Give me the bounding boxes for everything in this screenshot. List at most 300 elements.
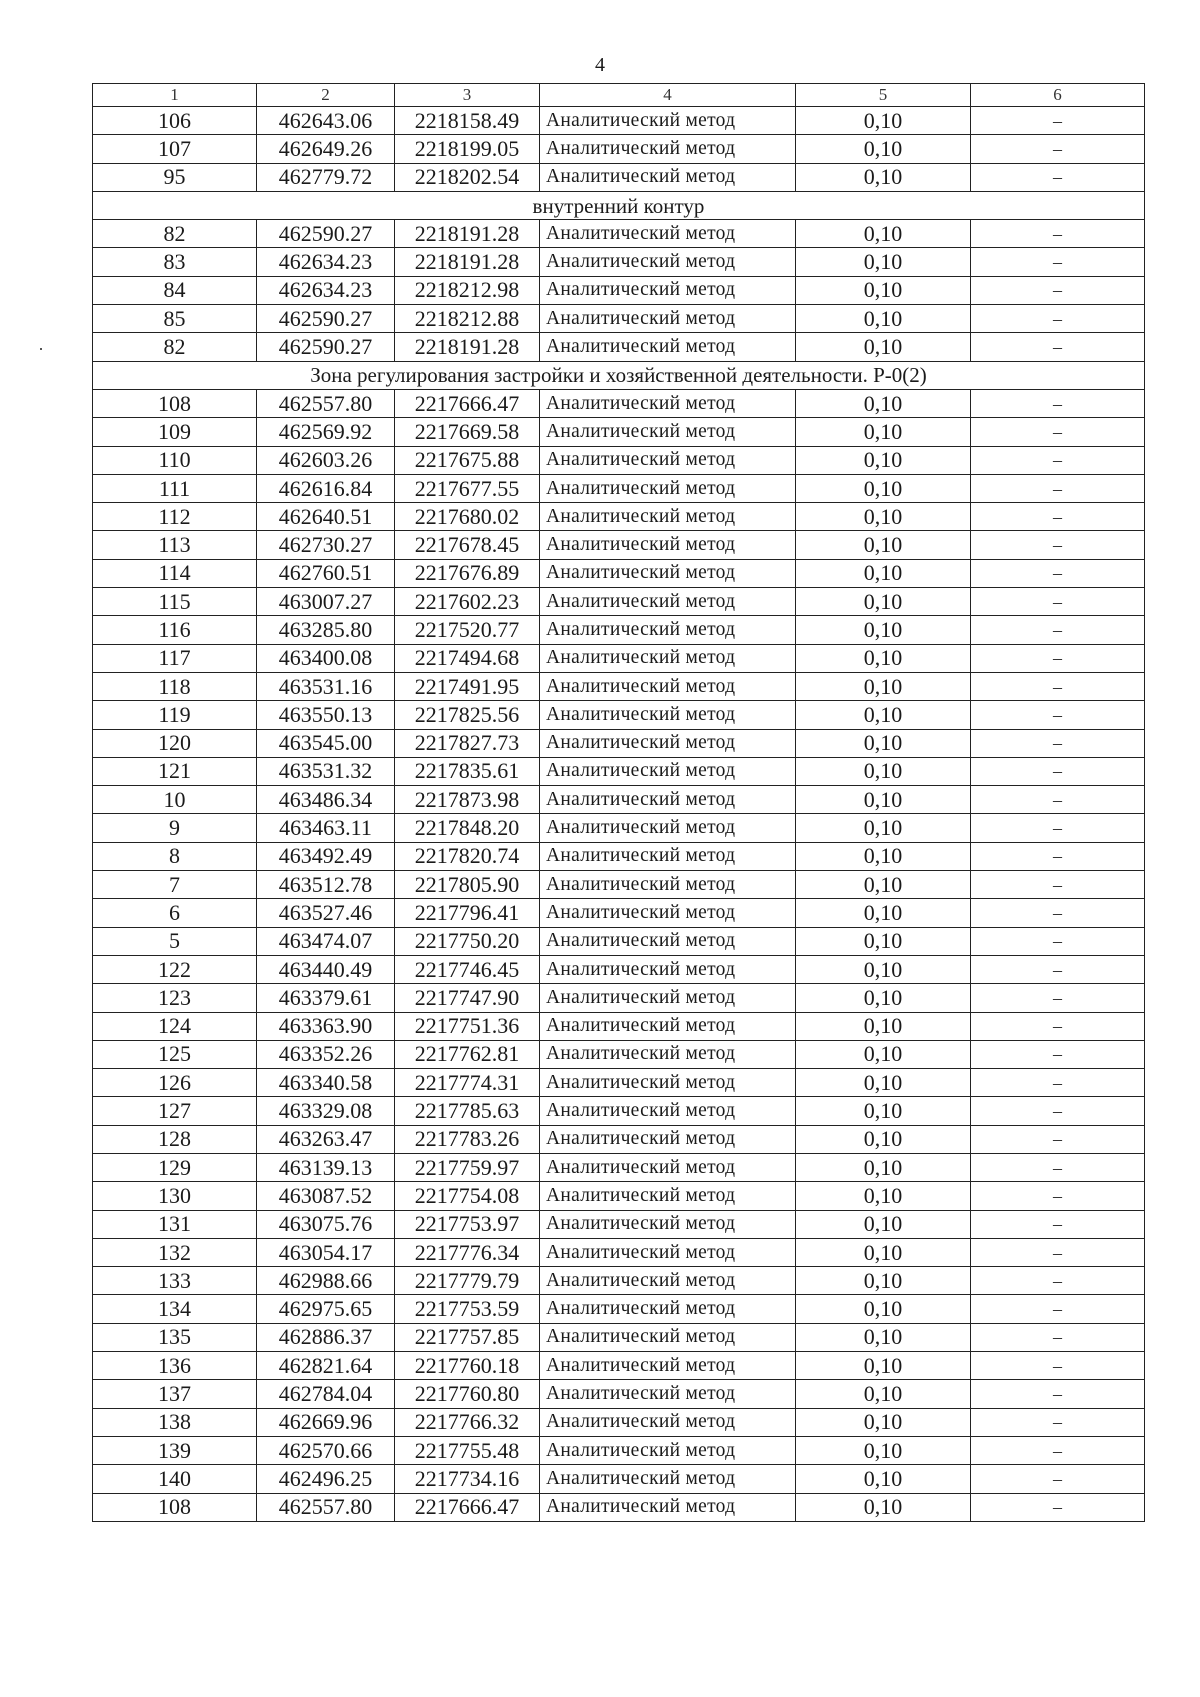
y-coordinate-cell: 2218191.28: [395, 248, 540, 276]
x-coordinate-cell: 462557.80: [257, 389, 395, 417]
accuracy-cell: 0,10: [796, 1040, 971, 1068]
x-coordinate-cell: 463263.47: [257, 1125, 395, 1153]
method-cell: Аналитический метод: [540, 984, 796, 1012]
method-cell: Аналитический метод: [540, 842, 796, 870]
y-coordinate-cell: 2217805.90: [395, 871, 540, 899]
accuracy-cell: 0,10: [796, 248, 971, 276]
table-row: [93, 588, 1145, 616]
table-row: [93, 559, 1145, 587]
method-cell: Аналитический метод: [540, 1465, 796, 1493]
x-coordinate-cell: 462634.23: [257, 276, 395, 304]
table-row: [93, 984, 1145, 1012]
x-coordinate-cell: 463285.80: [257, 616, 395, 644]
method-cell: Аналитический метод: [540, 559, 796, 587]
note-cell: –: [971, 1323, 1145, 1351]
table-row: [93, 871, 1145, 899]
table-row: [93, 418, 1145, 446]
x-coordinate-cell: 462779.72: [257, 163, 395, 191]
table-row: [93, 1210, 1145, 1238]
point-number-cell: 140: [93, 1465, 257, 1493]
point-number-cell: 112: [93, 503, 257, 531]
point-number-cell: 122: [93, 955, 257, 983]
point-number-cell: 121: [93, 757, 257, 785]
accuracy-cell: 0,10: [796, 955, 971, 983]
y-coordinate-cell: 2217747.90: [395, 984, 540, 1012]
method-cell: Аналитический метод: [540, 1380, 796, 1408]
table-row: [93, 474, 1145, 502]
table-row: [93, 333, 1145, 361]
point-number-cell: 106: [93, 107, 257, 135]
table-row: [93, 1153, 1145, 1181]
method-cell: Аналитический метод: [540, 220, 796, 248]
method-cell: Аналитический метод: [540, 871, 796, 899]
y-coordinate-cell: 2217873.98: [395, 786, 540, 814]
point-number-cell: 110: [93, 446, 257, 474]
section-title-row: [93, 191, 1145, 219]
accuracy-cell: 0,10: [796, 1295, 971, 1323]
x-coordinate-cell: 463363.90: [257, 1012, 395, 1040]
y-coordinate-cell: 2218212.98: [395, 276, 540, 304]
section-title: Зона регулирования застройки и хозяйственной деятельности. Р-0(2): [93, 361, 1145, 389]
method-cell: Аналитический метод: [540, 1069, 796, 1097]
point-number-cell: 133: [93, 1267, 257, 1295]
point-number-cell: 83: [93, 248, 257, 276]
table-row: [93, 842, 1145, 870]
accuracy-cell: 0,10: [796, 276, 971, 304]
coordinates-table: [92, 83, 1145, 1522]
y-coordinate-cell: 2217746.45: [395, 955, 540, 983]
accuracy-cell: 0,10: [796, 1125, 971, 1153]
point-number-cell: 127: [93, 1097, 257, 1125]
table-row: [93, 1125, 1145, 1153]
accuracy-cell: 0,10: [796, 1097, 971, 1125]
note-cell: –: [971, 503, 1145, 531]
table-row: [93, 955, 1145, 983]
table-row: [93, 757, 1145, 785]
x-coordinate-cell: 462590.27: [257, 305, 395, 333]
note-cell: –: [971, 305, 1145, 333]
table-row: [93, 107, 1145, 135]
accuracy-cell: 0,10: [796, 1153, 971, 1181]
y-coordinate-cell: 2217675.88: [395, 446, 540, 474]
accuracy-cell: 0,10: [796, 220, 971, 248]
point-number-cell: 139: [93, 1436, 257, 1464]
accuracy-cell: 0,10: [796, 757, 971, 785]
method-cell: Аналитический метод: [540, 786, 796, 814]
y-coordinate-cell: 2218158.49: [395, 107, 540, 135]
table-row: [93, 1323, 1145, 1351]
x-coordinate-cell: 463087.52: [257, 1182, 395, 1210]
note-cell: –: [971, 163, 1145, 191]
point-number-cell: 108: [93, 389, 257, 417]
note-cell: –: [971, 984, 1145, 1012]
method-cell: Аналитический метод: [540, 757, 796, 785]
method-cell: Аналитический метод: [540, 446, 796, 474]
y-coordinate-cell: 2217825.56: [395, 701, 540, 729]
table-row: [93, 1352, 1145, 1380]
point-number-cell: 131: [93, 1210, 257, 1238]
method-cell: Аналитический метод: [540, 503, 796, 531]
accuracy-cell: 0,10: [796, 616, 971, 644]
note-cell: –: [971, 531, 1145, 559]
y-coordinate-cell: 2217776.34: [395, 1238, 540, 1266]
point-number-cell: 126: [93, 1069, 257, 1097]
x-coordinate-cell: 462570.66: [257, 1436, 395, 1464]
method-cell: Аналитический метод: [540, 1238, 796, 1266]
method-cell: Аналитический метод: [540, 899, 796, 927]
table-row: [93, 899, 1145, 927]
accuracy-cell: 0,10: [796, 1380, 971, 1408]
accuracy-cell: 0,10: [796, 1323, 971, 1351]
accuracy-cell: 0,10: [796, 672, 971, 700]
note-cell: –: [971, 842, 1145, 870]
table-row: [93, 927, 1145, 955]
table-row: [93, 814, 1145, 842]
x-coordinate-cell: 462784.04: [257, 1380, 395, 1408]
note-cell: –: [971, 276, 1145, 304]
note-cell: –: [971, 135, 1145, 163]
method-cell: Аналитический метод: [540, 701, 796, 729]
accuracy-cell: 0,10: [796, 984, 971, 1012]
y-coordinate-cell: 2217669.58: [395, 418, 540, 446]
table-row: [93, 248, 1145, 276]
x-coordinate-cell: 463474.07: [257, 927, 395, 955]
note-cell: –: [971, 871, 1145, 899]
method-cell: Аналитический метод: [540, 814, 796, 842]
accuracy-cell: 0,10: [796, 1465, 971, 1493]
x-coordinate-cell: 462886.37: [257, 1323, 395, 1351]
accuracy-cell: 0,10: [796, 729, 971, 757]
x-coordinate-cell: 462634.23: [257, 248, 395, 276]
column-number-header: 4: [540, 84, 796, 107]
x-coordinate-cell: 463352.26: [257, 1040, 395, 1068]
accuracy-cell: 0,10: [796, 531, 971, 559]
method-cell: Аналитический метод: [540, 1210, 796, 1238]
y-coordinate-cell: 2217760.80: [395, 1380, 540, 1408]
table-row: [93, 729, 1145, 757]
column-number-header: 2: [257, 84, 395, 107]
y-coordinate-cell: 2218191.28: [395, 333, 540, 361]
point-number-cell: 107: [93, 135, 257, 163]
table-row: [93, 1238, 1145, 1266]
table-row: [93, 276, 1145, 304]
x-coordinate-cell: 462730.27: [257, 531, 395, 559]
section-title-row: [93, 361, 1145, 389]
y-coordinate-cell: 2217491.95: [395, 672, 540, 700]
table-row: [93, 1436, 1145, 1464]
note-cell: –: [971, 701, 1145, 729]
method-cell: Аналитический метод: [540, 672, 796, 700]
table-row: [93, 1267, 1145, 1295]
accuracy-cell: 0,10: [796, 1267, 971, 1295]
note-cell: –: [971, 220, 1145, 248]
point-number-cell: 5: [93, 927, 257, 955]
note-cell: –: [971, 1295, 1145, 1323]
note-cell: –: [971, 588, 1145, 616]
y-coordinate-cell: 2217676.89: [395, 559, 540, 587]
table-row: [93, 672, 1145, 700]
method-cell: Аналитический метод: [540, 474, 796, 502]
accuracy-cell: 0,10: [796, 474, 971, 502]
x-coordinate-cell: 462603.26: [257, 446, 395, 474]
note-cell: –: [971, 1465, 1145, 1493]
method-cell: Аналитический метод: [540, 1295, 796, 1323]
y-coordinate-cell: 2217678.45: [395, 531, 540, 559]
method-cell: Аналитический метод: [540, 1125, 796, 1153]
note-cell: –: [971, 1182, 1145, 1210]
accuracy-cell: 0,10: [796, 1210, 971, 1238]
accuracy-cell: 0,10: [796, 1069, 971, 1097]
note-cell: –: [971, 955, 1145, 983]
accuracy-cell: 0,10: [796, 701, 971, 729]
table-row: [93, 305, 1145, 333]
x-coordinate-cell: 462496.25: [257, 1465, 395, 1493]
x-coordinate-cell: 463340.58: [257, 1069, 395, 1097]
x-coordinate-cell: 462643.06: [257, 107, 395, 135]
table-row: [93, 1040, 1145, 1068]
x-coordinate-cell: 463550.13: [257, 701, 395, 729]
section-title: внутренний контур: [93, 191, 1145, 219]
y-coordinate-cell: 2217766.32: [395, 1408, 540, 1436]
y-coordinate-cell: 2217759.97: [395, 1153, 540, 1181]
y-coordinate-cell: 2217751.36: [395, 1012, 540, 1040]
y-coordinate-cell: 2217835.61: [395, 757, 540, 785]
method-cell: Аналитический метод: [540, 616, 796, 644]
point-number-cell: 123: [93, 984, 257, 1012]
x-coordinate-cell: 462821.64: [257, 1352, 395, 1380]
note-cell: –: [971, 1097, 1145, 1125]
note-cell: –: [971, 814, 1145, 842]
accuracy-cell: 0,10: [796, 333, 971, 361]
point-number-cell: 82: [93, 333, 257, 361]
table-row: [93, 1012, 1145, 1040]
accuracy-cell: 0,10: [796, 927, 971, 955]
x-coordinate-cell: 463400.08: [257, 644, 395, 672]
method-cell: Аналитический метод: [540, 644, 796, 672]
x-coordinate-cell: 462590.27: [257, 333, 395, 361]
column-number-header: 6: [971, 84, 1145, 107]
column-number-header: 1: [93, 84, 257, 107]
note-cell: –: [971, 899, 1145, 927]
method-cell: Аналитический метод: [540, 1408, 796, 1436]
point-number-cell: 95: [93, 163, 257, 191]
y-coordinate-cell: 2217760.18: [395, 1352, 540, 1380]
method-cell: Аналитический метод: [540, 955, 796, 983]
x-coordinate-cell: 463527.46: [257, 899, 395, 927]
x-coordinate-cell: 463492.49: [257, 842, 395, 870]
table-row: [93, 1493, 1145, 1521]
x-coordinate-cell: 463486.34: [257, 786, 395, 814]
method-cell: Аналитический метод: [540, 1323, 796, 1351]
table-row: [93, 616, 1145, 644]
note-cell: –: [971, 644, 1145, 672]
accuracy-cell: 0,10: [796, 446, 971, 474]
y-coordinate-cell: 2217494.68: [395, 644, 540, 672]
note-cell: –: [971, 1352, 1145, 1380]
method-cell: Аналитический метод: [540, 588, 796, 616]
accuracy-cell: 0,10: [796, 842, 971, 870]
point-number-cell: 7: [93, 871, 257, 899]
y-coordinate-cell: 2217666.47: [395, 389, 540, 417]
table-row: [93, 701, 1145, 729]
column-number-header: 5: [796, 84, 971, 107]
x-coordinate-cell: 462640.51: [257, 503, 395, 531]
y-coordinate-cell: 2217750.20: [395, 927, 540, 955]
y-coordinate-cell: 2217820.74: [395, 842, 540, 870]
method-cell: Аналитический метод: [540, 248, 796, 276]
point-number-cell: 130: [93, 1182, 257, 1210]
method-cell: Аналитический метод: [540, 1436, 796, 1464]
note-cell: –: [971, 1408, 1145, 1436]
x-coordinate-cell: 463531.32: [257, 757, 395, 785]
table-row: [93, 531, 1145, 559]
method-cell: Аналитический метод: [540, 1153, 796, 1181]
point-number-cell: 82: [93, 220, 257, 248]
x-coordinate-cell: 463329.08: [257, 1097, 395, 1125]
y-coordinate-cell: 2217677.55: [395, 474, 540, 502]
table-row: [93, 1465, 1145, 1493]
method-cell: Аналитический метод: [540, 1012, 796, 1040]
point-number-cell: 116: [93, 616, 257, 644]
x-coordinate-cell: 462975.65: [257, 1295, 395, 1323]
table-row: [93, 389, 1145, 417]
note-cell: –: [971, 1040, 1145, 1068]
note-cell: –: [971, 1267, 1145, 1295]
method-cell: Аналитический метод: [540, 276, 796, 304]
point-number-cell: 132: [93, 1238, 257, 1266]
y-coordinate-cell: 2218202.54: [395, 163, 540, 191]
y-coordinate-cell: 2217520.77: [395, 616, 540, 644]
method-cell: Аналитический метод: [540, 1040, 796, 1068]
accuracy-cell: 0,10: [796, 588, 971, 616]
table-row: [93, 1295, 1145, 1323]
point-number-cell: 9: [93, 814, 257, 842]
y-coordinate-cell: 2217754.08: [395, 1182, 540, 1210]
point-number-cell: 115: [93, 588, 257, 616]
method-cell: Аналитический метод: [540, 531, 796, 559]
point-number-cell: 137: [93, 1380, 257, 1408]
table-row: [93, 1408, 1145, 1436]
method-cell: Аналитический метод: [540, 1182, 796, 1210]
method-cell: Аналитический метод: [540, 163, 796, 191]
accuracy-cell: 0,10: [796, 1182, 971, 1210]
page-number: 4: [595, 54, 605, 76]
method-cell: Аналитический метод: [540, 418, 796, 446]
point-number-cell: 10: [93, 786, 257, 814]
note-cell: –: [971, 1210, 1145, 1238]
note-cell: –: [971, 757, 1145, 785]
method-cell: Аналитический метод: [540, 135, 796, 163]
y-coordinate-cell: 2218212.88: [395, 305, 540, 333]
table-row: [93, 135, 1145, 163]
point-number-cell: 108: [93, 1493, 257, 1521]
point-number-cell: 128: [93, 1125, 257, 1153]
y-coordinate-cell: 2217783.26: [395, 1125, 540, 1153]
x-coordinate-cell: 462569.92: [257, 418, 395, 446]
accuracy-cell: 0,10: [796, 107, 971, 135]
note-cell: –: [971, 446, 1145, 474]
y-coordinate-cell: 2217666.47: [395, 1493, 540, 1521]
y-coordinate-cell: 2217827.73: [395, 729, 540, 757]
y-coordinate-cell: 2217757.85: [395, 1323, 540, 1351]
x-coordinate-cell: 463531.16: [257, 672, 395, 700]
point-number-cell: 111: [93, 474, 257, 502]
point-number-cell: 120: [93, 729, 257, 757]
method-cell: Аналитический метод: [540, 305, 796, 333]
accuracy-cell: 0,10: [796, 1436, 971, 1464]
note-cell: –: [971, 418, 1145, 446]
point-number-cell: 109: [93, 418, 257, 446]
y-coordinate-cell: 2218191.28: [395, 220, 540, 248]
x-coordinate-cell: 463463.11: [257, 814, 395, 842]
accuracy-cell: 0,10: [796, 389, 971, 417]
accuracy-cell: 0,10: [796, 1408, 971, 1436]
note-cell: –: [971, 729, 1145, 757]
accuracy-cell: 0,10: [796, 559, 971, 587]
note-cell: –: [971, 107, 1145, 135]
note-cell: –: [971, 927, 1145, 955]
y-coordinate-cell: 2217796.41: [395, 899, 540, 927]
accuracy-cell: 0,10: [796, 786, 971, 814]
table-row: [93, 163, 1145, 191]
x-coordinate-cell: 462669.96: [257, 1408, 395, 1436]
point-number-cell: 113: [93, 531, 257, 559]
note-cell: –: [971, 559, 1145, 587]
x-coordinate-cell: 462590.27: [257, 220, 395, 248]
y-coordinate-cell: 2218199.05: [395, 135, 540, 163]
accuracy-cell: 0,10: [796, 814, 971, 842]
point-number-cell: 134: [93, 1295, 257, 1323]
accuracy-cell: 0,10: [796, 1352, 971, 1380]
accuracy-cell: 0,10: [796, 1238, 971, 1266]
point-number-cell: 6: [93, 899, 257, 927]
table-row: [93, 1182, 1145, 1210]
point-number-cell: 114: [93, 559, 257, 587]
point-number-cell: 135: [93, 1323, 257, 1351]
margin-dot: [40, 348, 42, 350]
point-number-cell: 119: [93, 701, 257, 729]
y-coordinate-cell: 2217753.59: [395, 1295, 540, 1323]
note-cell: –: [971, 389, 1145, 417]
note-cell: –: [971, 1069, 1145, 1097]
method-cell: Аналитический метод: [540, 333, 796, 361]
note-cell: –: [971, 474, 1145, 502]
accuracy-cell: 0,10: [796, 418, 971, 446]
column-number-header-row: [93, 84, 1145, 107]
accuracy-cell: 0,10: [796, 899, 971, 927]
point-number-cell: 8: [93, 842, 257, 870]
y-coordinate-cell: 2217785.63: [395, 1097, 540, 1125]
x-coordinate-cell: 463139.13: [257, 1153, 395, 1181]
table-row: [93, 446, 1145, 474]
y-coordinate-cell: 2217753.97: [395, 1210, 540, 1238]
x-coordinate-cell: 463512.78: [257, 871, 395, 899]
x-coordinate-cell: 462760.51: [257, 559, 395, 587]
note-cell: –: [971, 1238, 1145, 1266]
note-cell: –: [971, 672, 1145, 700]
coordinates-table-body: [93, 84, 1145, 1522]
y-coordinate-cell: 2217774.31: [395, 1069, 540, 1097]
method-cell: Аналитический метод: [540, 1493, 796, 1521]
y-coordinate-cell: 2217779.79: [395, 1267, 540, 1295]
note-cell: –: [971, 1125, 1145, 1153]
accuracy-cell: 0,10: [796, 1012, 971, 1040]
method-cell: Аналитический метод: [540, 729, 796, 757]
y-coordinate-cell: 2217602.23: [395, 588, 540, 616]
note-cell: –: [971, 1493, 1145, 1521]
table-row: [93, 644, 1145, 672]
column-number-header: 3: [395, 84, 540, 107]
